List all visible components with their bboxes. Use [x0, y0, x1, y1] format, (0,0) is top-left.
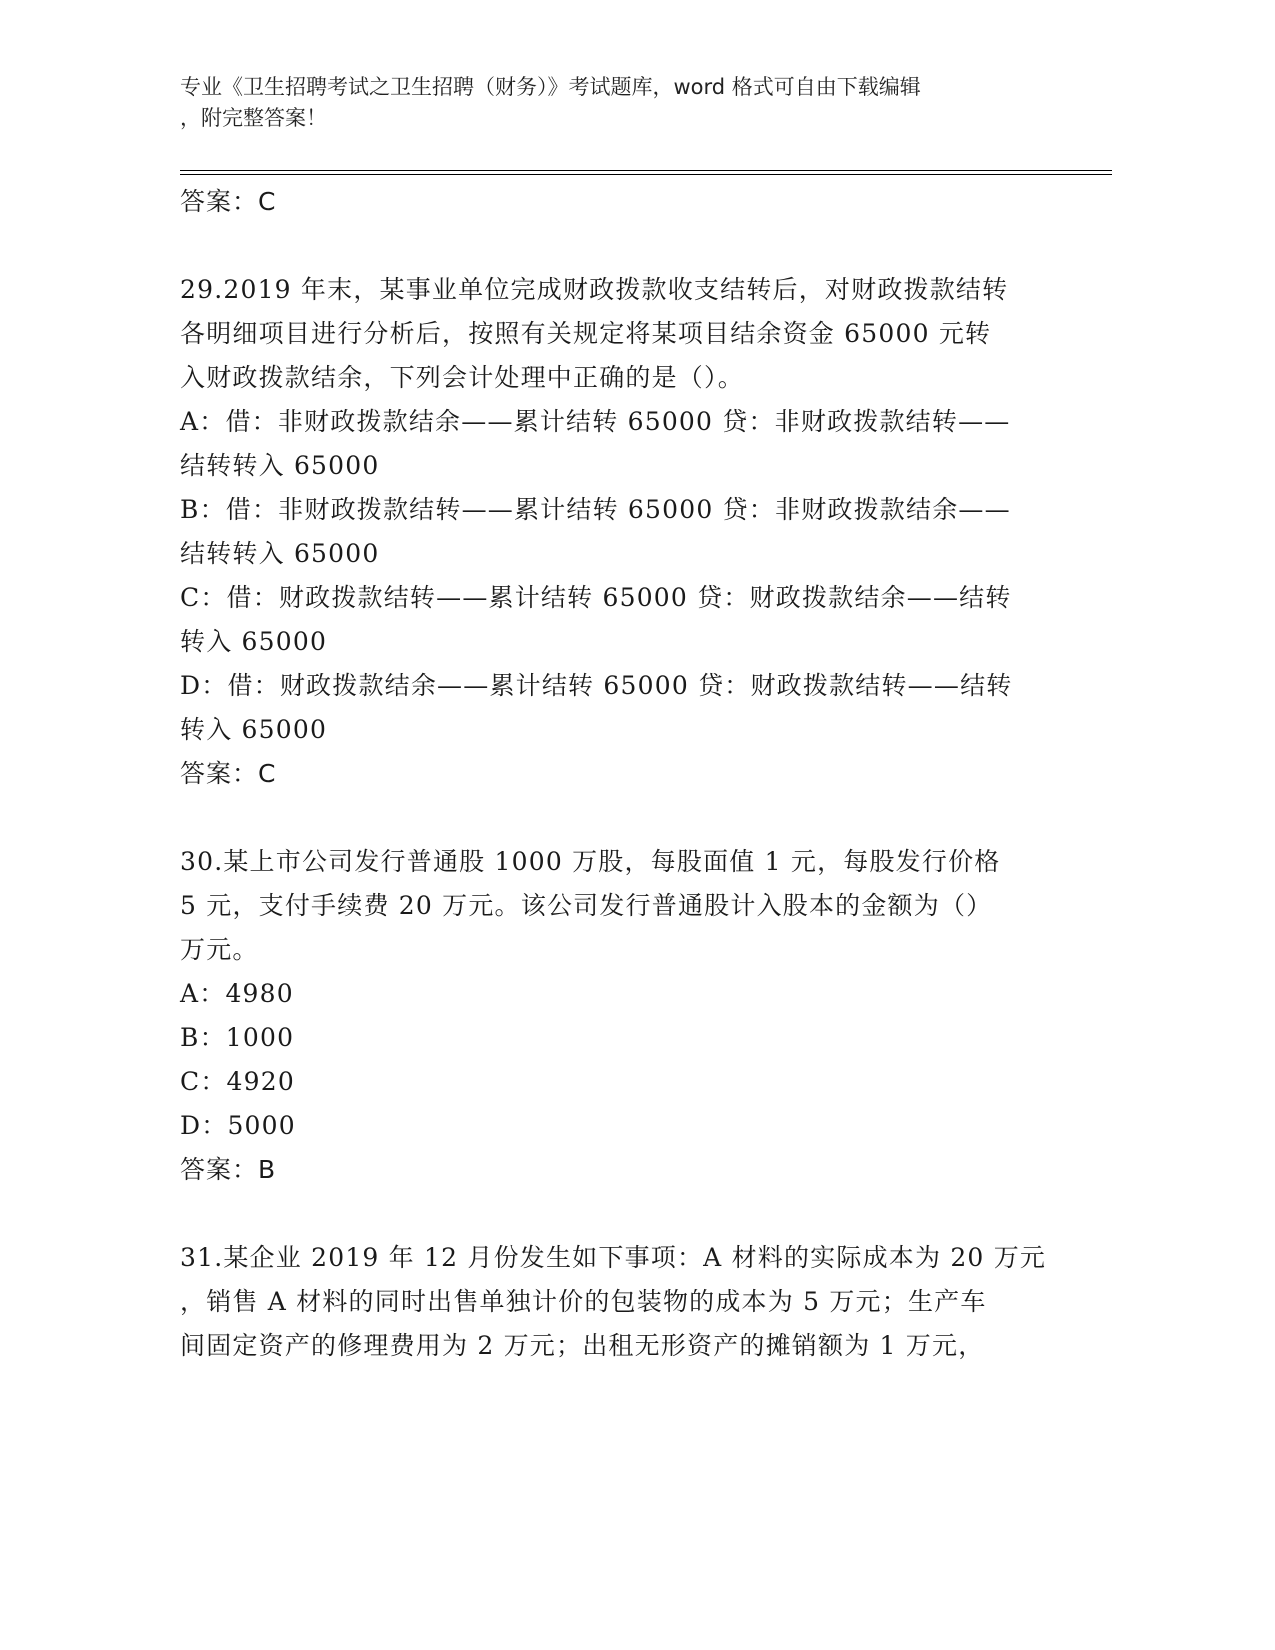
option-line: D：借：财政拨款结余——累计结转 65000 贷：财政拨款结转——结转: [180, 671, 1013, 700]
header-title-line-2: ，附完整答案！: [180, 106, 327, 130]
option-line: A：借：非财政拨款结余——累计结转 65000 贷：非财政拨款结转——: [180, 407, 1011, 436]
question-30: [180, 840, 1060, 1192]
question-stem-line: 5 元，支付手续费 20 万元。该公司发行普通股计入股本的金额为（）: [180, 891, 993, 920]
header-divider-top: [180, 170, 1112, 171]
option-line: B：1000: [180, 1023, 295, 1052]
question-stem-line: 31.某企业 2019 年 12 月份发生如下事项：A 材料的实际成本为 20 万元: [180, 1243, 1047, 1272]
option-line: 结转转入 65000: [180, 451, 380, 480]
option-line: B：借：非财政拨款结转——累计结转 65000 贷：非财政拨款结余——: [180, 495, 1011, 524]
header-title-line-1: 专业《卫生招聘考试之卫生招聘（财务）》考试题库，word 格式可自由下载编辑: [180, 75, 921, 99]
question-stem-line: 各明细项目进行分析后，按照有关规定将某项目结余资金 65000 元转: [180, 319, 992, 348]
document-header: [180, 72, 1060, 134]
question-stem-line: 入财政拨款结余，下列会计处理中正确的是（）。: [180, 363, 744, 392]
option-line: 结转转入 65000: [180, 539, 380, 568]
option-line: A：4980: [180, 979, 294, 1008]
spacer: [180, 1192, 1060, 1236]
question-stem-line: ，销售 A 材料的同时出售单独计价的包装物的成本为 5 万元；生产车: [180, 1287, 987, 1316]
answer-label: 答案：C: [180, 759, 277, 788]
option-line: 转入 65000: [180, 627, 328, 656]
option-line: C：4920: [180, 1067, 295, 1096]
answer-label: 答案：B: [180, 1155, 277, 1184]
answer-label: 答案：C: [180, 187, 277, 216]
question-31: [180, 1236, 1060, 1368]
question-stem-line: 间固定资产的修理费用为 2 万元；出租无形资产的摊销额为 1 万元，: [180, 1331, 985, 1360]
question-29: [180, 268, 1060, 796]
question-content: [180, 180, 1060, 1368]
header-divider-bottom: [180, 174, 1112, 175]
option-line: C：借：财政拨款结转——累计结转 65000 贷：财政拨款结余——结转: [180, 583, 1012, 612]
option-line: D：5000: [180, 1111, 296, 1140]
spacer: [180, 796, 1060, 840]
question-stem-line: 30.某上市公司发行普通股 1000 万股，每股面值 1 元，每股发行价格: [180, 847, 1001, 876]
option-line: 转入 65000: [180, 715, 328, 744]
question-stem-line: 万元。: [180, 935, 259, 964]
question-stem-line: 29.2019 年末，某事业单位完成财政拨款收支结转后，对财政拨款结转: [180, 275, 1009, 304]
spacer: [180, 224, 1060, 268]
